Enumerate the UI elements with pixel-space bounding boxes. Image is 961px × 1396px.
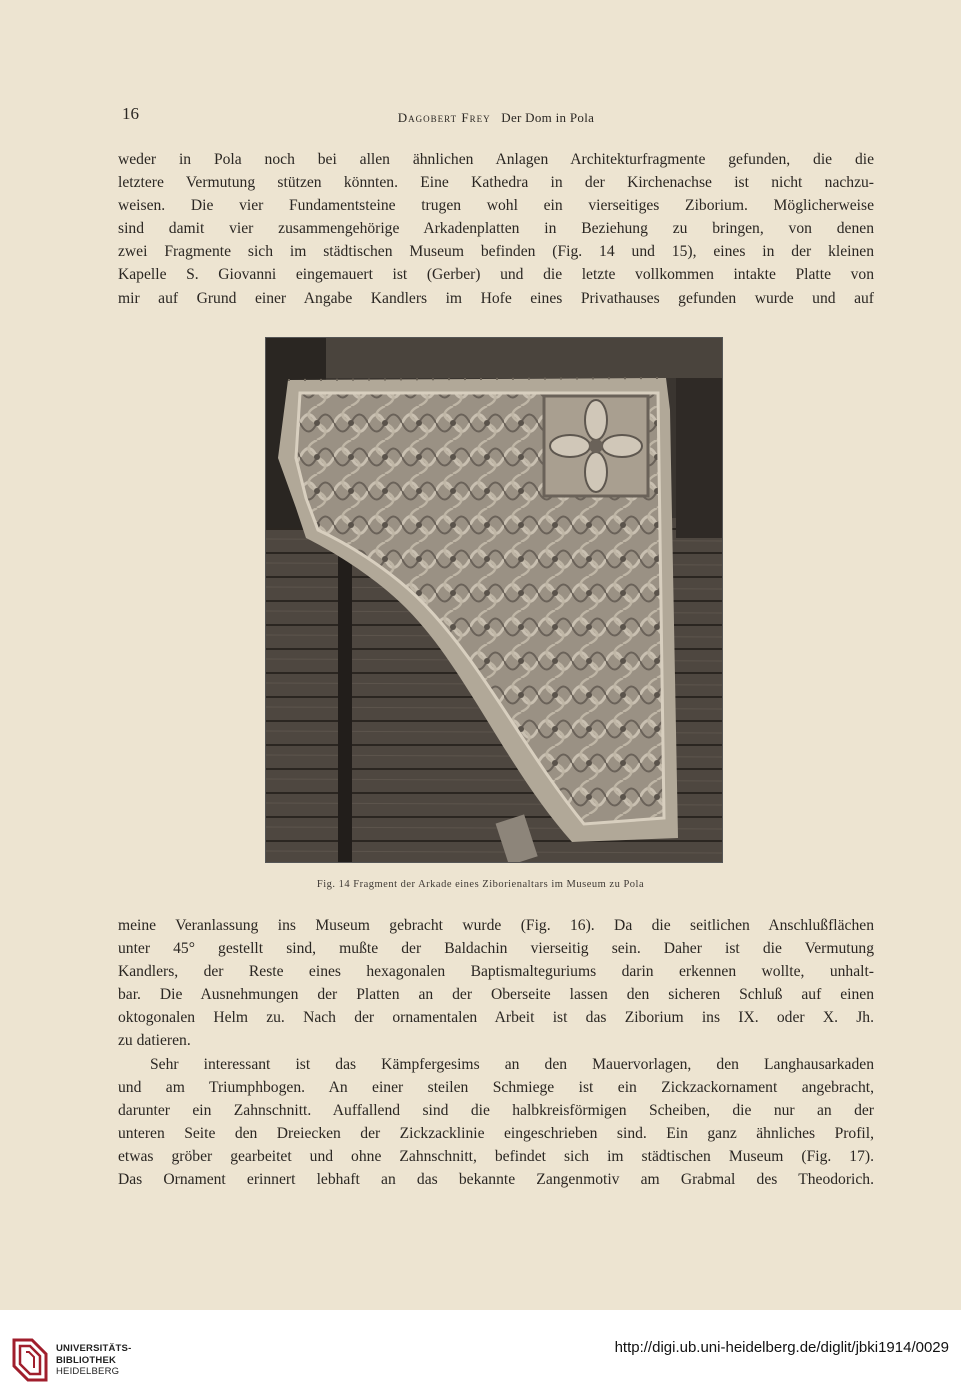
text-line: weisen. Die vier Fundamentsteine trugen wohl ein vierseitiges Ziborium. Möglicherweise	[118, 197, 874, 215]
text-line: weder in Pola noch bei allen ähnlichen Anlagen Architekturfragmente gefunden, die die	[118, 151, 874, 168]
digitization-footer	[0, 1310, 961, 1396]
text-line: zwei Fragmente sich im städtischen Museum befinden (Fig. 14 und 15), eines in der kleinen	[118, 243, 874, 261]
arcade-fragment-photo	[266, 338, 722, 862]
text-line: mir auf Grund einer Angabe Kandlers im Hofe eines Privathauses gefunden wurde und auf	[118, 289, 874, 307]
paragraph	[118, 1053, 874, 1192]
text-line: unteren Seite den Dreiecken der Zickzacklinie eingeschrieben sind. Ein ganz ähnliches Profil,	[118, 1124, 874, 1142]
library-name	[56, 1343, 131, 1378]
text-line: sind damit vier zusammengehörige Arkadenplatten in Beziehung zu bringen, von denen	[118, 220, 874, 238]
text-line: etwas gröber gearbeitet und ohne Zahnschnitt, befindet sich im städtischen Museum (Fig. 17).	[118, 1147, 874, 1165]
figure-photograph	[265, 337, 723, 863]
running-author: Dagobert Frey	[397, 110, 491, 125]
text-line: Kandlers, der Reste eines hexagonalen Baptismalteguriums darin erkennen wollte, unhalt-	[118, 963, 874, 981]
paragraph	[118, 914, 874, 1053]
page-number: 16	[122, 104, 139, 123]
paragraph	[118, 148, 874, 310]
library-logo-icon	[10, 1336, 50, 1384]
text-line: und am Triumphbogen. An einer steilen Schmiege ist ein Zickzackornament angebracht,	[118, 1078, 874, 1096]
library-name-line: BIBLIOTHEK	[56, 1354, 117, 1366]
text-line: bar. Die Ausnehmungen der Platten an der Oberseite lassen den sicheren Schluß auf einen	[118, 986, 874, 1004]
text-line: Das Ornament erinnert lebhaft an das bekannte Zangenmotiv am Grabmal des Theodorich.	[118, 1171, 874, 1189]
text-line: Kapelle S. Giovanni eingemauert ist (Gerber) und die letzte vollkommen intakte Platte von	[118, 266, 874, 284]
text-line: Sehr interessant ist das Kämpfergesims an den Mauervorlagen, den Langhausarkaden	[150, 1055, 874, 1073]
running-header	[116, 104, 876, 128]
body-text-bottom	[118, 914, 874, 1191]
text-line: unter 45° gestellt sind, mußte der Baldachin vierseitig sein. Daher ist die Vermutung	[118, 940, 874, 958]
text-line: darunter ein Zahnschnitt. Auffallend sind die halbkreisförmigen Scheiben, die nur an der	[118, 1101, 874, 1119]
body-text-top	[118, 148, 874, 310]
running-work-title: Der Dom in Pola	[501, 110, 595, 125]
text-line: oktogonalen Helm zu. Nach der ornamentalen Arbeit ist das Ziborium ins IX. oder X. Jh.	[118, 1009, 874, 1027]
library-name-line: UNIVERSITÄTS-	[56, 1343, 132, 1354]
figure-caption: Fig. 14 Fragment der Arkade eines Ziborienaltars im Museum zu Pola	[316, 879, 645, 890]
library-logo[interactable]	[10, 1336, 150, 1386]
permalink-url[interactable]: http://digi.ub.uni-heidelberg.de/diglit/jbki1914/0029	[614, 1339, 949, 1356]
text-line: letztere Vermutung stützen könnten. Eine Kathedra in der Kirchenachse ist nicht nachzu-	[118, 174, 874, 192]
running-title	[116, 110, 876, 126]
text-line: zu datieren.	[118, 1032, 191, 1050]
library-name-line: HEIDELBERG	[56, 1366, 120, 1377]
text-line: meine Veranlassung ins Museum gebracht wurde (Fig. 16). Da die seitlichen Anschlußflächen	[118, 917, 874, 934]
